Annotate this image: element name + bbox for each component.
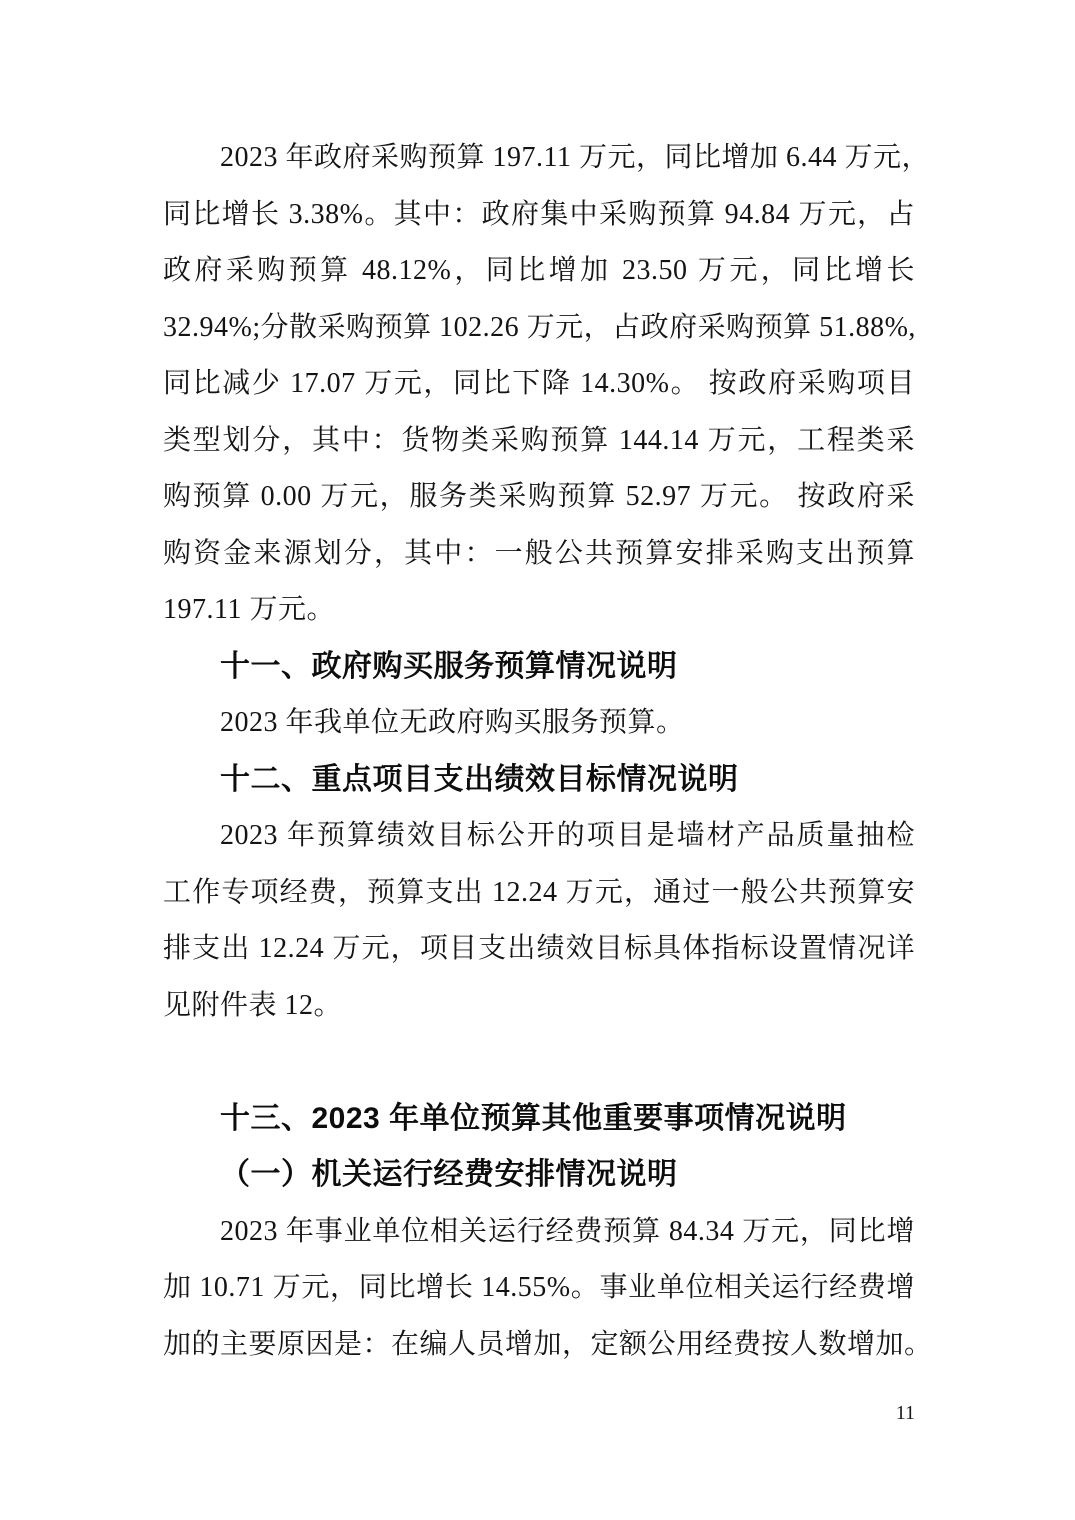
body-line: 政府采购预算 48.12%，同比增加 23.50 万元，同比增长 xyxy=(163,255,915,286)
section-heading-11: 十一、政府购买服务预算情况说明 xyxy=(220,649,678,683)
body-line: 排支出 12.24 万元，项目支出绩效目标具体指标设置情况详 xyxy=(163,933,915,964)
body-line: 类型划分，其中：货物类采购预算 144.14 万元，工程类采 xyxy=(163,424,915,456)
body-line: 2023 年政府采购预算 197.11 万元，同比增加 6.44 万元， xyxy=(220,142,930,173)
body-line: 同比减少 17.07 万元，同比下降 14.30%。 按政府采购项目 xyxy=(163,368,915,399)
body-line: 见附件表 12。 xyxy=(163,989,343,1021)
blank-line xyxy=(163,1034,915,1091)
section-heading-12: 十二、重点项目支出绩效目标情况说明 xyxy=(220,762,739,796)
body-line: 2023 年预算绩效目标公开的项目是墙材产品质量抽检 xyxy=(220,820,915,851)
document-body xyxy=(163,130,933,1373)
body-line: 2023 年事业单位相关运行经费预算 84.34 万元，同比增 xyxy=(220,1215,915,1247)
body-line: 同比增长 3.38%。其中：政府集中采购预算 94.84 万元，占 xyxy=(163,198,915,230)
body-line: 工作专项经费，预算支出 12.24 万元，通过一般公共预算安 xyxy=(163,876,915,908)
body-line: 加 10.71 万元，同比增长 14.55%。事业单位相关运行经费增 xyxy=(163,1272,915,1303)
body-line: 购资金来源划分，其中：一般公共预算安排采购支出预算 xyxy=(163,537,915,569)
page-number: 11 xyxy=(895,1402,915,1424)
body-line: 加的主要原因是：在编人员增加，定额公用经费按人数增加。 xyxy=(163,1328,933,1360)
body-line: 购预算 0.00 万元，服务类采购预算 52.97 万元。 按政府采 xyxy=(163,481,915,512)
body-line: 197.11 万元。 xyxy=(163,594,335,625)
subsection-heading-1: （一）机关运行经费安排情况说明 xyxy=(220,1158,678,1191)
body-line: 2023 年我单位无政府购买服务预算。 xyxy=(220,707,685,738)
body-line: 32.94%;分散采购预算 102.26 万元，占政府采购预算 51.88%, xyxy=(163,311,916,343)
section-heading-13: 十三、2023 年单位预算其他重要事项情况说明 xyxy=(220,1101,847,1135)
